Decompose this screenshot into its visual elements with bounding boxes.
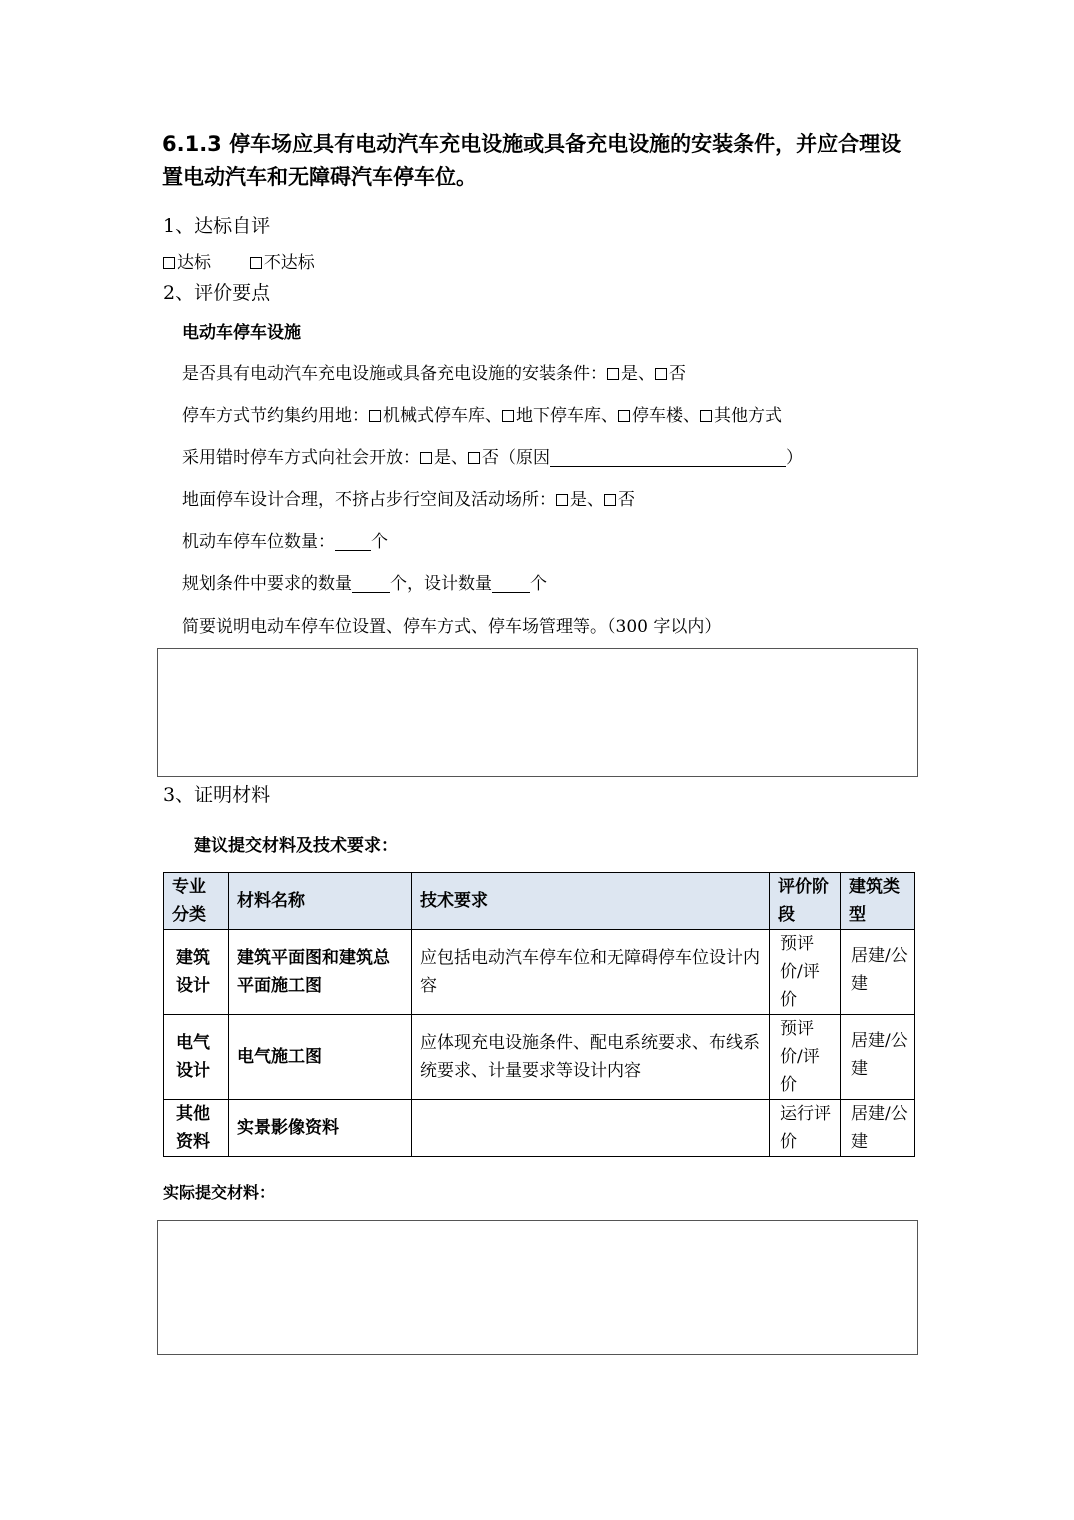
option-fail[interactable]: 不达标 bbox=[250, 253, 315, 273]
checkbox-icon[interactable] bbox=[420, 452, 432, 464]
checkbox-icon[interactable] bbox=[369, 410, 381, 422]
required-count-blank[interactable] bbox=[352, 574, 390, 593]
self-evaluation-options bbox=[163, 248, 315, 273]
header-building-type: 建筑类型 bbox=[841, 873, 915, 930]
count-blank[interactable] bbox=[335, 532, 371, 551]
row-material-name: 电气施工图 bbox=[229, 1015, 412, 1100]
actual-materials-label: 实际提交材料： bbox=[163, 1183, 276, 1202]
table-row bbox=[164, 1100, 915, 1157]
checkbox-icon[interactable] bbox=[700, 410, 712, 422]
row-material-name: 实景影像资料 bbox=[229, 1100, 412, 1157]
section-3-subtitle: 建议提交材料及技术要求： bbox=[194, 836, 398, 856]
checkbox-icon[interactable] bbox=[618, 410, 630, 422]
row-building-type: 居建/公建 bbox=[841, 1100, 915, 1157]
staggered-parking-line: 采用错时停车方式向社会开放： 是、 否（原因 ） bbox=[182, 448, 803, 468]
ground-parking-line: 地面停车设计合理，不挤占步行空间及活动场所： 是、 否 bbox=[182, 490, 635, 510]
checkbox-icon[interactable] bbox=[604, 494, 616, 506]
table-row bbox=[164, 1015, 915, 1100]
section-2-subtitle: 电动车停车设施 bbox=[182, 323, 301, 343]
row-category: 电气设计 bbox=[164, 1015, 229, 1100]
brief-description-prompt: 简要说明电动车停车位设置、停车方式、停车场管理等。（300 字以内） bbox=[182, 617, 722, 637]
actual-materials-box[interactable] bbox=[157, 1220, 918, 1355]
option-pass[interactable]: 达标 bbox=[163, 253, 211, 273]
row-building-type: 居建/公建 bbox=[841, 930, 915, 1015]
row-stage: 预评价/评价 bbox=[770, 930, 841, 1015]
planning-count-line: 规划条件中要求的数量 个，设计数量 个 bbox=[182, 574, 547, 594]
row-material-name: 建筑平面图和建筑总平面施工图 bbox=[229, 930, 412, 1015]
checkbox-icon[interactable] bbox=[250, 257, 262, 269]
brief-description-box[interactable] bbox=[157, 648, 918, 777]
row-tech-requirement: 应体现充电设施条件、配电系统要求、布线系统要求、计量要求等设计内容 bbox=[412, 1015, 770, 1100]
header-tech-requirement: 技术要求 bbox=[412, 873, 770, 930]
checkbox-icon[interactable] bbox=[163, 257, 175, 269]
row-tech-requirement: 应包括电动汽车停车位和无障碍停车位设计内容 bbox=[412, 930, 770, 1015]
header-stage: 评价阶段 bbox=[770, 873, 841, 930]
row-tech-requirement bbox=[412, 1100, 770, 1157]
section-3-title: 3、证明材料 bbox=[163, 784, 271, 806]
header-category: 专业分类 bbox=[164, 873, 229, 930]
row-stage: 运行评价 bbox=[770, 1100, 841, 1157]
row-building-type: 居建/公建 bbox=[841, 1015, 915, 1100]
table-row bbox=[164, 930, 915, 1015]
section-2-title: 2、评价要点 bbox=[163, 282, 271, 304]
design-count-blank[interactable] bbox=[492, 574, 530, 593]
checkbox-icon[interactable] bbox=[502, 410, 514, 422]
reason-blank[interactable] bbox=[550, 448, 786, 467]
materials-table bbox=[163, 872, 915, 1157]
checkbox-icon[interactable] bbox=[468, 452, 480, 464]
checkbox-icon[interactable] bbox=[607, 368, 619, 380]
table-header-row bbox=[164, 873, 915, 930]
checkbox-icon[interactable] bbox=[556, 494, 568, 506]
header-material-name: 材料名称 bbox=[229, 873, 412, 930]
parking-count-line: 机动车停车位数量： 个 bbox=[182, 532, 388, 552]
parking-mode-line: 停车方式节约集约用地： 机械式停车库、 地下停车库、 停车楼、 其他方式 bbox=[182, 406, 782, 426]
checkbox-icon[interactable] bbox=[655, 368, 667, 380]
clause-heading: 6.1.3 停车场应具有电动汽车充电设施或具备充电设施的安装条件，并应合理设置电动汽车和无障碍汽车停车位。 bbox=[162, 132, 902, 189]
row-category: 其他资料 bbox=[164, 1100, 229, 1157]
row-stage: 预评价/评价 bbox=[770, 1015, 841, 1100]
charging-condition-line: 是否具有电动汽车充电设施或具备充电设施的安装条件： 是、 否 bbox=[182, 364, 686, 384]
section-1-title: 1、达标自评 bbox=[163, 215, 271, 237]
row-category: 建筑设计 bbox=[164, 930, 229, 1015]
